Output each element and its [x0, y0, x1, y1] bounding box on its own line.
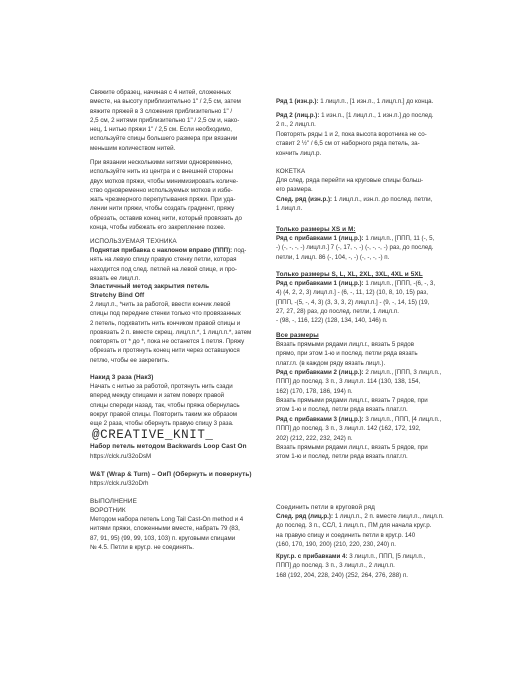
increase2-text: 2 лицл.п., [ППП, 3 лицл.п., ППП] до послед. 3 п., 3 лицл.п. 114 (130, 138, 154, 162) (170, 178, 186, 194) п. [276, 369, 442, 395]
bindoff-title-en: Stretchy Bind Off [90, 292, 145, 299]
watermark-handle: @CREATIVE_KNIT_ [92, 428, 214, 442]
all-sizes-paragraph-3: Вязать прямыми рядами лицл.г., вязать 5 рядов, при этом 1-ю и послед. петли ряда вязать плат.гл. [276, 444, 428, 461]
collar-heading: ВОРОТНИК [90, 507, 126, 514]
all-sizes-paragraph-2: Вязать прямыми рядами лицл.г., вязать 7 рядов, при этом 1-ю и послед. петли ряда вязать плат.гл. [276, 397, 428, 414]
row1-paragraph [276, 97, 458, 106]
kokette-heading: КОКЕТКА [276, 168, 306, 175]
round4-label: Круг.р. с прибавками 4: [276, 553, 348, 560]
other-sizes-heading: Только размеры S, L, XL, 2XL, 3XL, 4XL и 5XL [276, 271, 423, 278]
increase2-label: Ряд с прибавками 2 (лиц.р.): [276, 369, 364, 376]
row1-label: Ряд 1 (изн.р.): [276, 98, 319, 105]
row1-text: 1 лицл.п., [1 изн.п., 1 лицл.п.] до конца. [318, 98, 434, 105]
row2-text: 1 изн.п., [1 лицл.п., 1 изн.п.] до послед. 2 п., 2 лицл.п. [276, 112, 434, 129]
row2-label: Ряд 2 (лиц.р.): [276, 112, 320, 119]
ppp-title: Поднятая прибавка с наклоном вправо (ППП): [90, 247, 233, 254]
other-sizes-row-text: 1 лицл.п., [ППП, -(6, -, 3, 4) (4, 2, 2, 3) лицл.п.] - (6, -, 11, 12) (10, 8, 10, 15) раз, [ППП, -(5, -, 4, 3) (3, 3, 3, 2) лицл.п.] - (9, -, 14, 15) (19, 27, 27, 28) раз, до послед. петли, 1 лицл.п. - (98, -, 116, 122) (128, 134, 140, 146) п. [276, 280, 436, 325]
yo3-paragraph: Начать с нитью за работой, протянуть нить сзади вперед между спицами и затем поверх правой спицы спереди назад, так, чтобы пряжа обернулась вокруг правой спицы. Повторить таким же образом еще 2 раза, чтобы обернуть правую спицу 3 раза. [90, 383, 240, 428]
increase3-label: Ряд с прибавками 3 (лиц.р.): [276, 416, 364, 423]
kokette-paragraph: Для след. ряда перейти на круговые спицы больш- его размера. [276, 177, 424, 194]
multistrand-paragraph: При вязании несколькими нитями одновременно, используйте нить из центра и с внешней стороны двух мотков пряжи, чтобы минимизировать количе- ство одновременно используемых мотков и избе- жать чрезмерного перепутывания пряжи. При уда- лении нити пряжи, чтобы создать градиент, пряжу обрезать, оставив конец нити, который провязать до конца, чтобы избежать его закрепление позже. [90, 159, 242, 232]
increase3-paragraph [276, 415, 458, 443]
xs-m-row-text: 1 лицл.п., [ППП, 11 (-, 5, -) (-, -, -, -) лицл.п.] 7 (-, 17, -, -) (-, -, -, -) раз, до послед. петли, 1 лицл. 86 (-, 104, -, -) (-, -, -, -) п. [276, 235, 435, 261]
xs-m-row-label: Ряд с прибавками 1 (лиц.р.): [276, 235, 364, 242]
bindoff-title: Эластичный метод закрытия петель [90, 283, 210, 290]
other-sizes-paragraph [276, 279, 458, 325]
join-heading: Соединить петли в круговой ряд [276, 504, 375, 511]
wrap-turn-link[interactable]: https://clck.ru/32oDrh [90, 480, 149, 487]
increase2-paragraph [276, 368, 458, 396]
join-text: 1 лицл.п., 2 п. вместе лицл.п., лицл.п. до послед. 3 п., ССЛ, 1 лицл.п., ПМ для начала круг.р. на правую спицу и соединить петли в круг.р. 140 (160, 170, 190, 200) (210, 220, 230, 240) п. [276, 513, 444, 548]
increase3-text: 3 лицл.п., ППП, [4 лицл.п., ППП] до послед. 3 п., 3 лицл.п. 142 (162, 172, 192, 202) (212, 222, 232, 242) п. [276, 416, 442, 442]
join-paragraph [276, 512, 458, 549]
all-sizes-paragraph-1: Вязать прямыми рядами лицл.г., вязать 5 рядов прямо, при этом 1-ю и послед. петли ряда вязать плат.гл. (в каждом ряду вязать лицл.). [276, 341, 418, 367]
round4-paragraph [276, 552, 458, 580]
next-row-label: След. ряд (изн.р.): [276, 196, 333, 203]
ppp-paragraph [90, 246, 270, 283]
backwards-loop-link[interactable]: https://clck.ru/32oDsM [90, 453, 152, 460]
row2-paragraph [276, 111, 458, 130]
ppp-text: под- нять на левую спицу правую стенку петли, которая находится под след. петлей на левой спице, и про- вязать ее лицл.п. [90, 247, 247, 282]
all-sizes-heading: Все размеры [276, 332, 319, 339]
collar-paragraph: Методом набора петель Long Tail Cast-On method и 4 нитями пряжи, сложенными вместе, набрать 79 (83, 87, 91, 95) (99, 99, 103, 103) п. круговыми спицами № 4.5. Петли в круг.р. не соединять. [90, 516, 244, 551]
execution-heading: ВЫПОЛНЕНИЕ [90, 498, 137, 505]
next-row-paragraph [276, 195, 458, 214]
round4-text: 3 лицл.п., ППП, [5 лицл.п., ППП] до послед. 3 п., 3 лицл.п., 2 лицл.п. 168 (192, 204, 228, 240) (252, 264, 276, 288) п. [276, 553, 426, 579]
next-row-text: 1 лицл.п., изн.п. до послед. петли, 1 лицл.п. [276, 196, 433, 213]
technique-heading: ИСПОЛЬЗУЕМАЯ ТЕХНИКА [90, 238, 177, 245]
wrap-turn-title: W&T (Wrap & Turn) – ОиП (Обернуть и повернуть) [90, 471, 252, 478]
other-sizes-row-label: Ряд с прибавками 1 (лиц.р.): [276, 280, 364, 287]
yo3-title: Накид 3 раза (Нак3) [90, 374, 154, 381]
bindoff-paragraph: 2 лицл.п., *нить за работой, ввести кончик левой спицы под передние стенки только что провязанных 2 петель, подхватить нить кончиком правой спицы и провязать 2 п. вместе скрещ. лицл.п.*, 1 лицл.п.*, затем повторять от * до *, пока не останется 1 петля. Пряжу обрезать и протянуть конец нити через оставшуюся петлю, чтобы ее закрепить. [90, 301, 252, 364]
xs-m-heading: Только размеры XS и M: [276, 226, 356, 233]
intro-paragraph: Свяжите образец, начиная с 4 нитей, сложенных вместе, на высоту приблизительно 1" / 2,5 см, затем вяжите пряжей в 3 сложения приблизительно 1" / 2,5 см, 2 нитями приблизительно 1" / 2,5 см и, нако- нец, 1 нитью пряжи 1" / 2,5 см. Если необходимо, используйте спицы большего размера при вязании меньшим количеством нитей. [90, 89, 241, 152]
join-label: След. ряд (лиц.р.): [276, 513, 334, 520]
repeat-paragraph: Повторять ряды 1 и 2, пока высота воротника не со- ставит 2 ½" / 6,5 см от наборного ряда петель, за- кончить лицл.р. [276, 131, 427, 157]
backwards-loop-title: Набор петель методом Backwards Loop Cast On [90, 443, 247, 450]
xs-m-paragraph [276, 234, 458, 262]
